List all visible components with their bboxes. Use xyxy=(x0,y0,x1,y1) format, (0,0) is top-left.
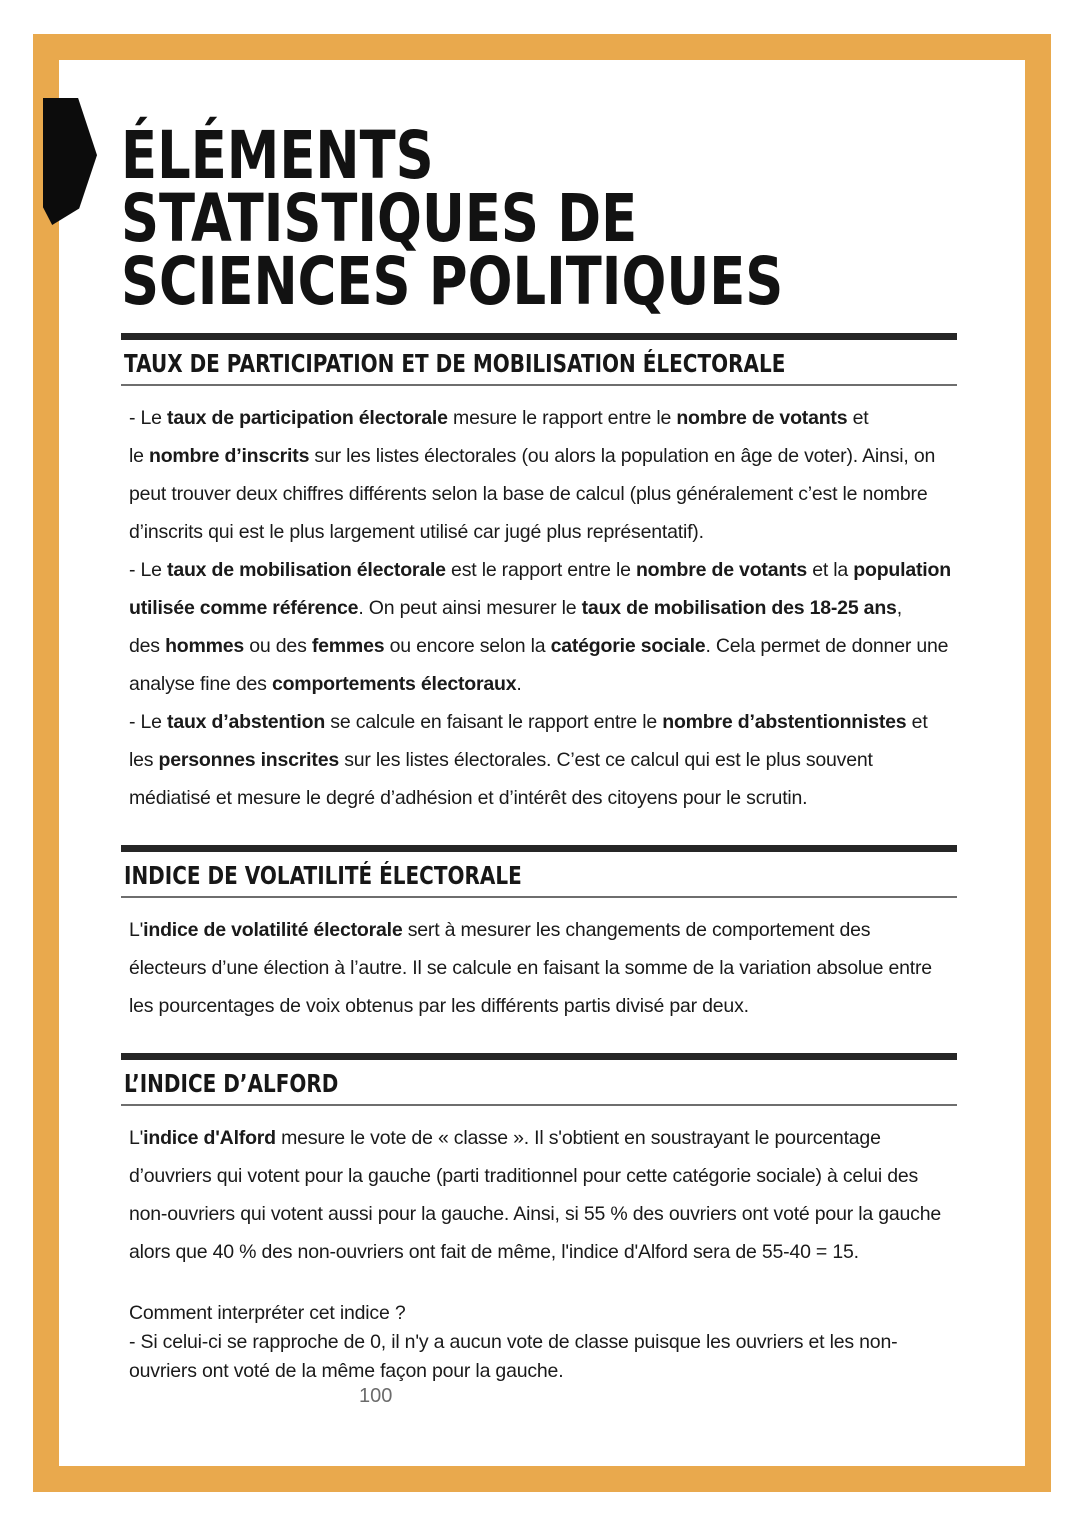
text-line: analyse fine des comportements électoraux. xyxy=(129,673,522,695)
section-participation xyxy=(121,333,957,817)
text-line: peut trouver deux chiffres différents selon la base de calcul (plus généralement c’est le nombre xyxy=(129,483,928,505)
text-line: alors que 40 % des non-ouvriers ont fait de même, l'indice d'Alford sera de 55-40 = 15. xyxy=(129,1241,859,1263)
text-line: - Le taux d’abstention se calcule en faisant le rapport entre le nombre d’abstentionnistes et xyxy=(129,711,928,733)
clipped-line-text: 100 xyxy=(359,1385,393,1407)
section-top-bar xyxy=(121,845,957,852)
title-line: ÉLÉMENTS xyxy=(121,117,434,194)
text-line: - Si celui-ci se rapproche de 0, il n'y a aucun vote de classe puisque les ouvriers et les non- xyxy=(129,1331,898,1353)
section-volatilite xyxy=(121,845,957,1025)
text-line: L'indice d'Alford mesure le vote de « classe ». Il s'obtient en soustrayant le pourcentage xyxy=(129,1127,881,1149)
text-line: Comment interpréter cet indice ? xyxy=(129,1302,406,1324)
text-line: les personnes inscrites sur les listes électorales. C’est ce calcul qui est le plus souvent xyxy=(129,749,873,771)
title-line: STATISTIQUES DE xyxy=(121,180,638,257)
section-heading: INDICE DE VOLATILITÉ ÉLECTORALE xyxy=(124,861,522,890)
clipped-line-hint xyxy=(129,1385,957,1407)
text-line: ouvriers ont voté de la même façon pour la gauche. xyxy=(129,1360,564,1382)
text-line: médiatisé et mesure le degré d’adhésion et d’intérêt des citoyens pour le scrutin. xyxy=(129,787,808,809)
section-heading: L’INDICE D’ALFORD xyxy=(124,1069,339,1098)
text-line: d’inscrits qui est le plus largement utilisé car jugé plus représentatif). xyxy=(129,521,704,543)
text-line: non-ouvriers qui votent aussi pour la gauche. Ainsi, si 55 % des ouvriers ont voté pour la gauche xyxy=(129,1203,942,1225)
section-heading: TAUX DE PARTICIPATION ET DE MOBILISATION ÉLECTORALE xyxy=(124,349,786,378)
section-top-bar xyxy=(121,1053,957,1060)
text-line: électeurs d’une élection à l’autre. Il se calcule en faisant la somme de la variation absolue entre xyxy=(129,957,932,979)
page-frame xyxy=(33,34,1051,1492)
section-heading-row xyxy=(121,1060,957,1099)
text-line: - Le taux de mobilisation électorale est le rapport entre le nombre de votants et la population xyxy=(129,559,951,581)
section-body xyxy=(121,898,957,1025)
page-content xyxy=(59,60,957,1407)
section-top-bar xyxy=(121,333,957,340)
text-line: - Le taux de participation électorale mesure le rapport entre le nombre de votants et xyxy=(129,407,869,429)
title-line: SCIENCES POLITIQUES xyxy=(121,243,784,320)
text-line: utilisée comme référence. On peut ainsi mesurer le taux de mobilisation des 18-25 ans, xyxy=(129,597,902,619)
document-title xyxy=(121,117,790,320)
section-body xyxy=(121,386,957,817)
section-body xyxy=(121,1106,957,1271)
text-line: le nombre d’inscrits sur les listes électorales (ou alors la population en âge de voter). Ainsi, on xyxy=(129,445,936,467)
text-line: les pourcentages de voix obtenus par les différents partis divisé par deux. xyxy=(129,995,749,1017)
section-heading-row xyxy=(121,852,957,891)
section-heading-row xyxy=(121,340,957,379)
page-sheet xyxy=(59,60,1025,1466)
section-alford xyxy=(121,1053,957,1271)
interpretation-note xyxy=(129,1299,957,1386)
text-line: L'indice de volatilité électorale sert à mesurer les changements de comportement des xyxy=(129,919,871,941)
text-line: d’ouvriers qui votent pour la gauche (parti traditionnel pour cette catégorie sociale) à celui des xyxy=(129,1165,919,1187)
text-line: des hommes ou des femmes ou encore selon la catégorie sociale. Cela permet de donner une xyxy=(129,635,949,657)
